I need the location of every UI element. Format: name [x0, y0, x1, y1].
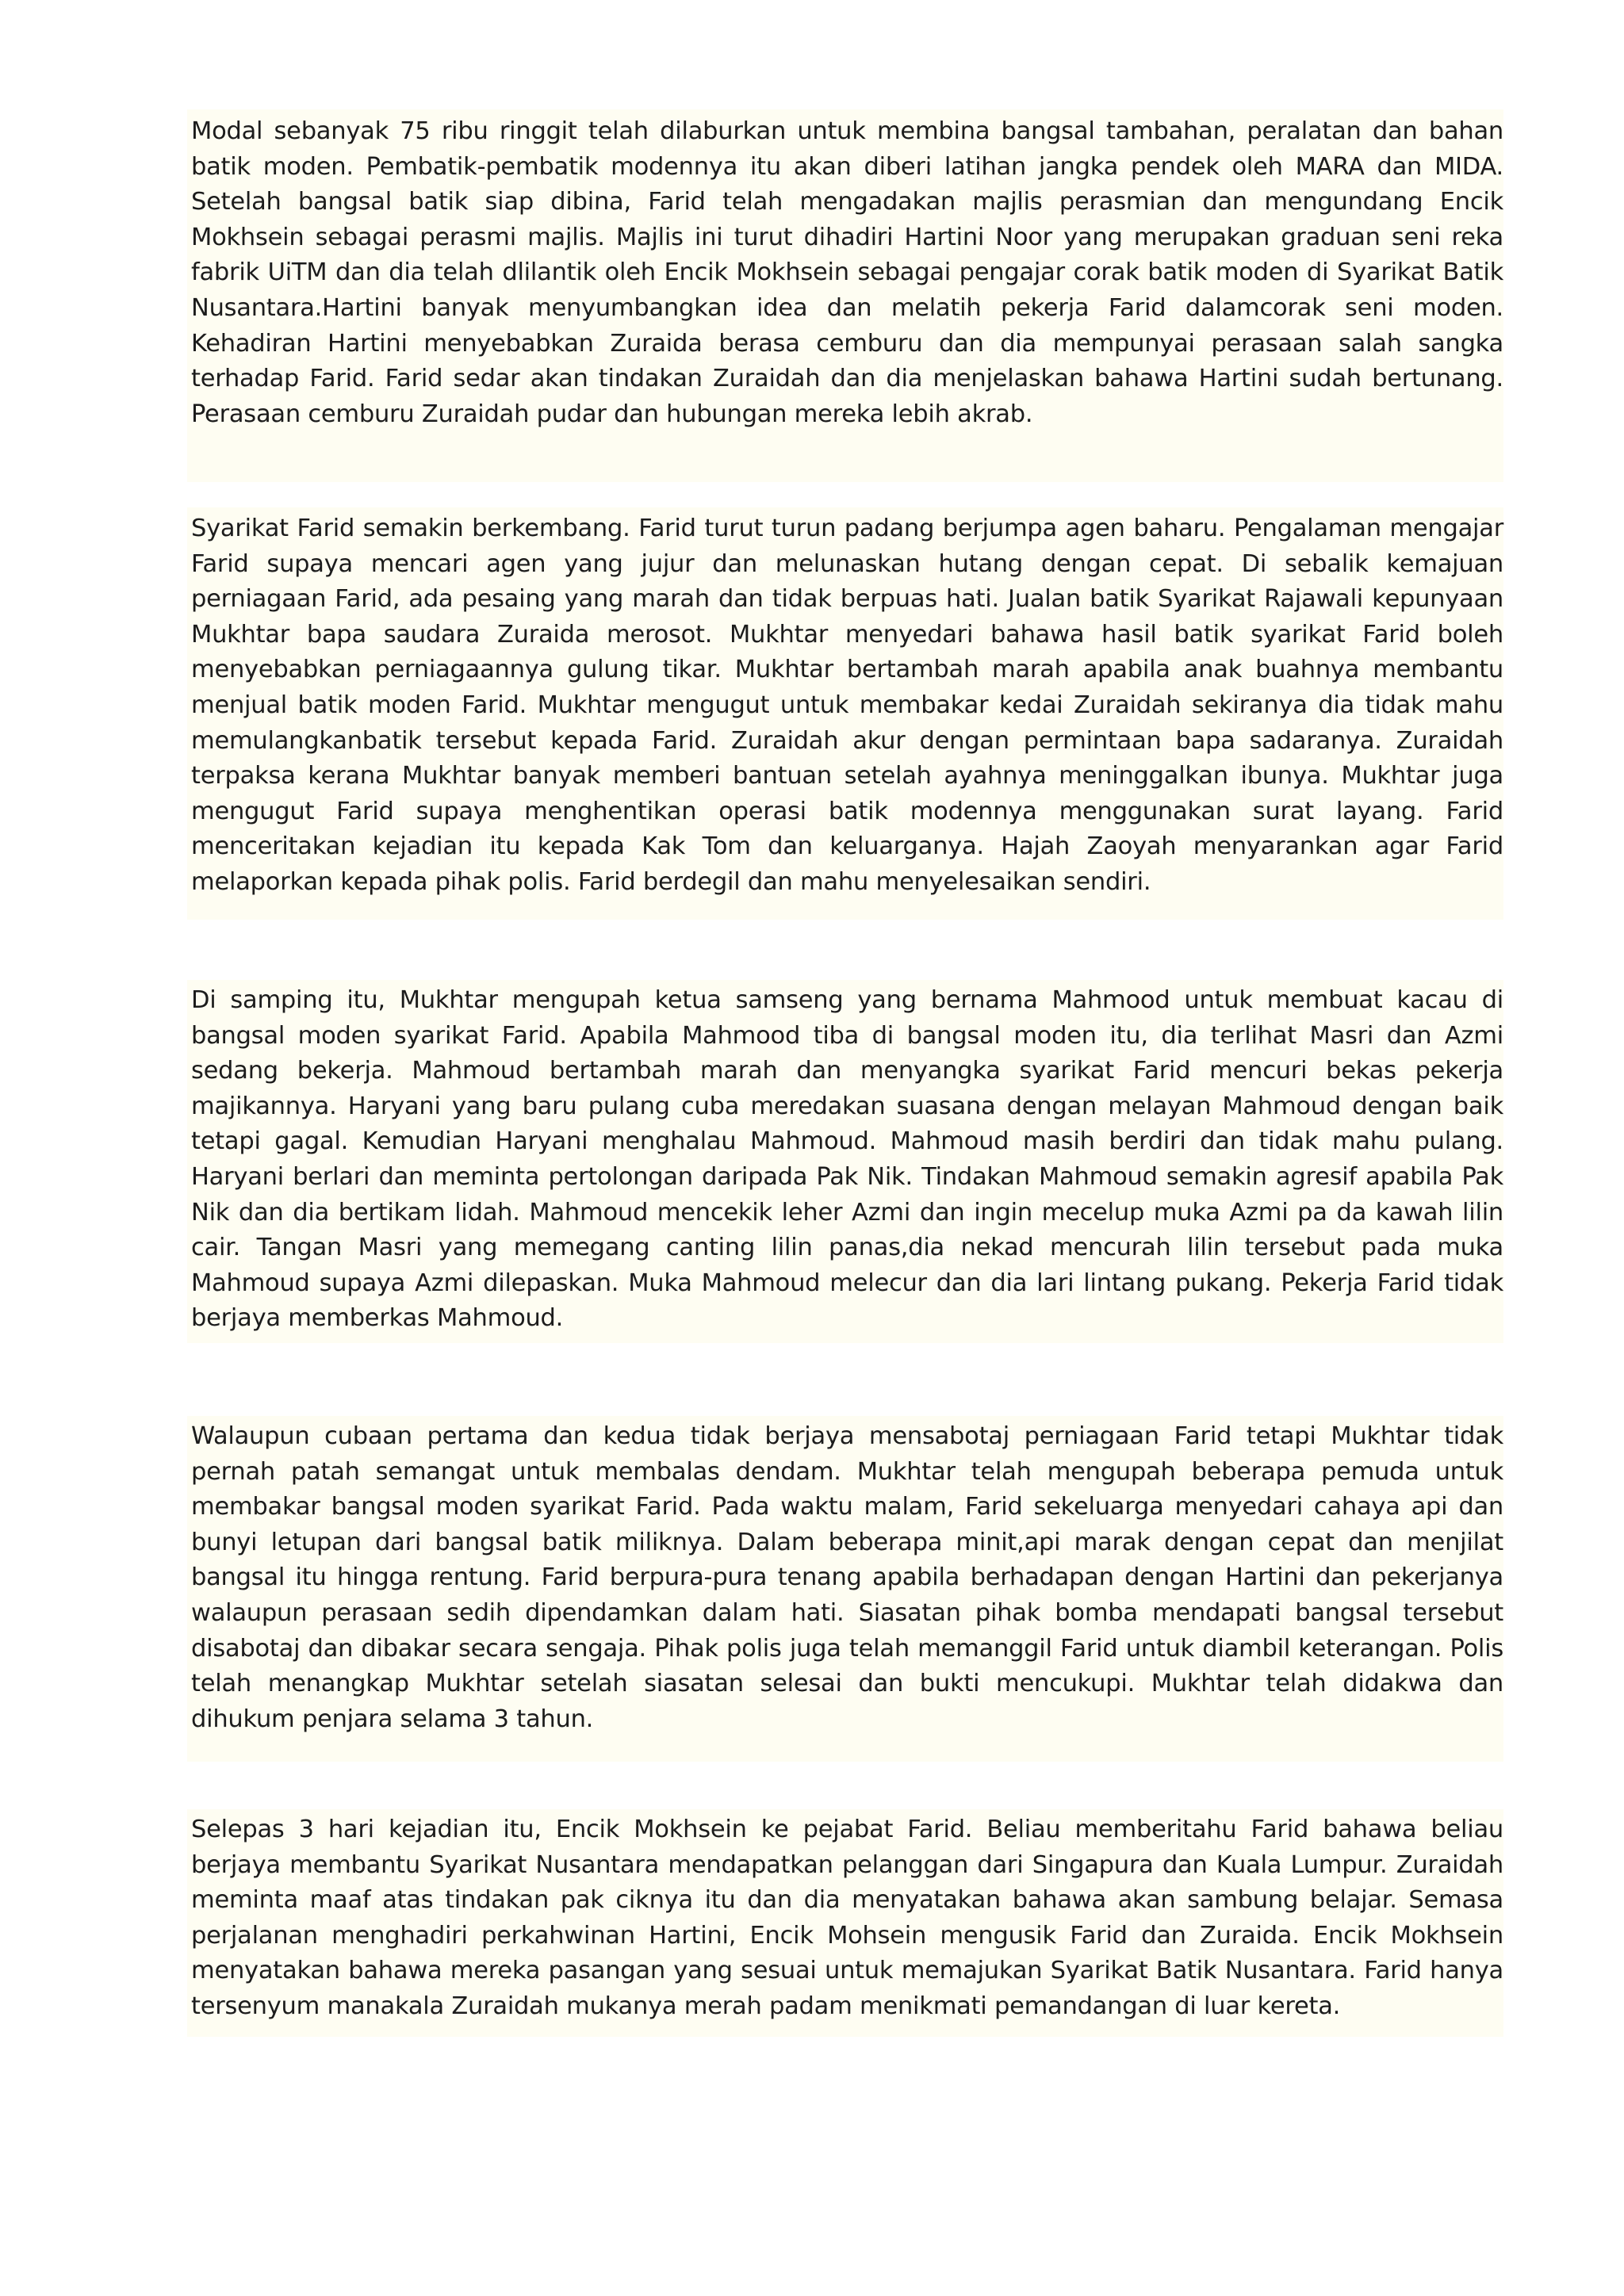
body-paragraph: Walaupun cubaan pertama dan kedua tidak berjaya mensabotaj perniagaan Farid tetapi Mukhtar tidak pernah patah semangat untuk membalas dendam. Mukhtar telah mengupah beberapa pemuda untuk membakar bangsal moden syarikat Farid. Pada waktu malam, Farid sekeluarga menyedari cahaya api dan bunyi letupan dari bangsal batik miliknya. Dalam beberapa minit,api marak dengan cepat dan menjilat bangsal itu hingga rentung. Farid berpura-pura tenang apabila berhadapan dengan Hartini dan pekerjanya walaupun perasaan sedih dipendamkan dalam hati. Siasatan pihak bomba mendapati bangsal tersebut disabotaj dan dibakar secara sengaja. Pihak polis juga telah memanggil Farid untuk diambil keterangan. Polis telah menangkap Mukhtar setelah siasatan selesai dan bukti mencukupi. Mukhtar telah didakwa dan dihukum penjara selama 3 tahun. [191, 1422, 1503, 1733]
body-paragraph: Selepas 3 hari kejadian itu, Encik Mokhsein ke pejabat Farid. Beliau memberitahu Farid bahawa beliau berjaya membantu Syarikat Nusantara mendapatkan pelanggan dari Singapura dan Kuala Lumpur. Zuraidah meminta maaf atas tindakan pak ciknya itu dan dia menyatakan bahawa akan sambung belajar. Semasa perjalanan menghadiri perkahwinan Hartini, Encik Mohsein mengusik Farid dan Zuraida. Encik Mokhsein menyatakan bahawa mereka pasangan yang sesuai untuk memajukan Syarikat Batik Nusantara. Farid hanya tersenyum manakala Zuraidah mukanya merah padam menikmati pemandangan di luar kereta. [191, 1816, 1503, 2020]
paragraph-block [187, 1416, 1503, 1762]
paragraph-block [187, 109, 1503, 482]
paragraph-block [187, 507, 1503, 920]
paragraph-block [187, 980, 1503, 1343]
body-paragraph: Syarikat Farid semakin berkembang. Farid turut turun padang berjumpa agen baharu. Pengalaman mengajar Farid supaya mencari agen yang jujur dan melunaskan hutang dengan cepat. Di sebalik kemajuan perniagaan Farid, ada pesaing yang marah dan tidak berpuas hati. Jualan batik Syarikat Rajawali kepunyaan Mukhtar bapa saudara Zuraida merosot. Mukhtar menyedari bahawa hasil batik syarikat Farid boleh menyebabkan perniagaannya gulung tikar. Mukhtar bertambah marah apabila anak buahnya membantu menjual batik moden Farid. Mukhtar mengugut untuk membakar kedai Zuraidah sekiranya dia tidak mahu memulangkanbatik tersebut kepada Farid. Zuraidah akur dengan permintaan bapa sadaranya. Zuraidah terpaksa kerana Mukhtar banyak memberi bantuan setelah ayahnya meninggalkan ibunya. Mukhtar juga mengugut Farid supaya menghentikan operasi batik modennya menggunakan surat layang. Farid menceritakan kejadian itu kepada Kak Tom dan keluarganya. Hajah Zaoyah menyarankan agar Farid melaporkan kepada pihak polis. Farid berdegil dan mahu menyelesaikan sendiri. [191, 515, 1503, 896]
body-paragraph: Di samping itu, Mukhtar mengupah ketua samseng yang bernama Mahmood untuk membuat kacau di bangsal moden syarikat Farid. Apabila Mahmood tiba di bangsal moden itu, dia terlihat Masri dan Azmi sedang bekerja. Mahmoud bertambah marah dan menyangka syarikat Farid mencuri bekas pekerja majikannya. Haryani yang baru pulang cuba meredakan suasana dengan melayan Mahmoud dengan baik tetapi gagal. Kemudian Haryani menghalau Mahmoud. Mahmoud masih berdiri dan tidak mahu pulang. Haryani berlari dan meminta pertolongan daripada Pak Nik. Tindakan Mahmoud semakin agresif apabila Pak Nik dan dia bertikam lidah. Mahmoud mencekik leher Azmi dan ingin mecelup muka Azmi pa da kawah lilin cair. Tangan Masri yang memegang canting lilin panas,dia nekad mencurah lilin tersebut pada muka Mahmoud supaya Azmi dilepaskan. Muka Mahmoud melecur dan dia lari lintang pukang. Pekerja Farid tidak berjaya memberkas Mahmoud. [191, 986, 1503, 1333]
paragraph-block [187, 1809, 1503, 2037]
body-paragraph: Modal sebanyak 75 ribu ringgit telah dilaburkan untuk membina bangsal tambahan, peralatan dan bahan batik moden. Pembatik-pembatik modennya itu akan diberi latihan jangka pendek oleh MARA dan MIDA. Setelah bangsal batik siap dibina, Farid telah mengadakan majlis perasmian dan mengundang Encik Mokhsein sebagai perasmi majlis. Majlis ini turut dihadiri Hartini Noor yang merupakan graduan seni reka fabrik UiTM dan dia telah dlilantik oleh Encik Mokhsein sebagai pengajar corak batik moden di Syarikat Batik Nusantara.Hartini banyak menyumbangkan idea dan melatih pekerja Farid dalamcorak seni moden. Kehadiran Hartini menyebabkan Zuraida berasa cemburu dan dia mempunyai perasaan salah sangka terhadap Farid. Farid sedar akan tindakan Zuraidah dan dia menjelaskan bahawa Hartini sudah bertunang. Perasaan cemburu Zuraidah pudar dan hubungan mereka lebih akrab. [191, 117, 1503, 428]
